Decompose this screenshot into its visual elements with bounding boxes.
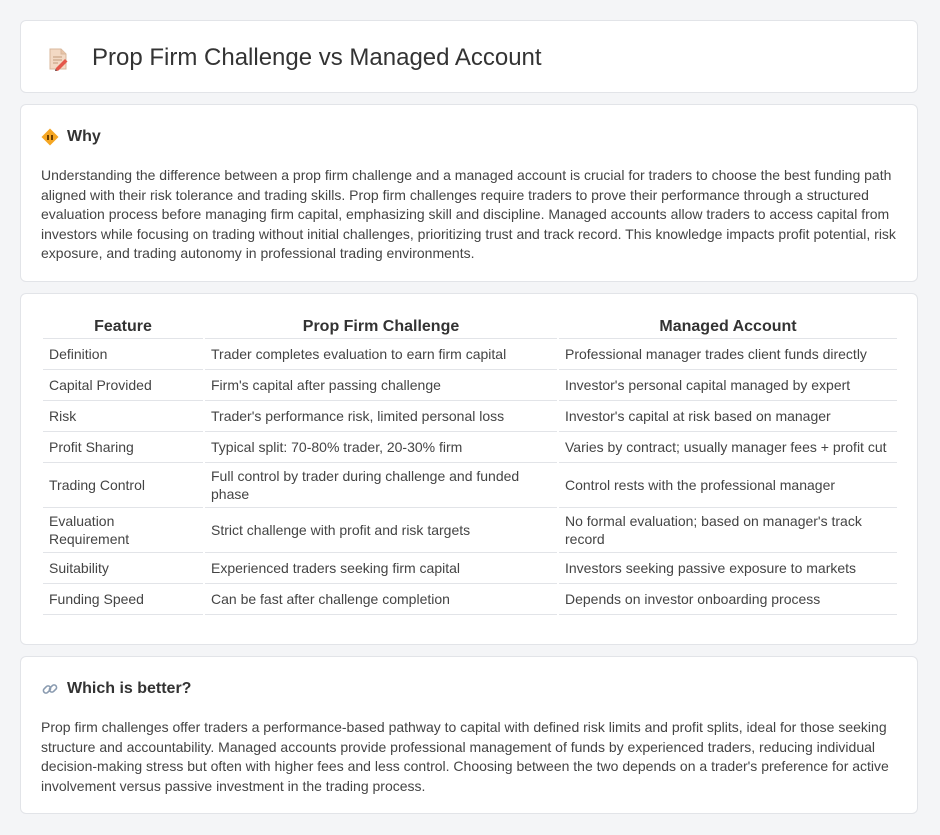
better-heading (41, 680, 191, 698)
table-cell: Varies by contract; usually manager fees + profit cut (559, 432, 897, 463)
table-row (43, 463, 897, 508)
table-cell: Suitability (43, 553, 203, 584)
link-icon (41, 680, 59, 698)
table-cell: Trading Control (43, 463, 203, 508)
table-cell: Depends on investor onboarding process (559, 584, 897, 615)
table-cell: Can be fast after challenge completion (205, 584, 557, 615)
table-cell: Investors seeking passive exposure to markets (559, 553, 897, 584)
why-heading (41, 128, 101, 146)
table-cell: Professional manager trades client funds directly (559, 339, 897, 370)
table-cell: Firm's capital after passing challenge (205, 370, 557, 401)
why-section (20, 104, 918, 282)
table-cell: Capital Provided (43, 370, 203, 401)
table-row (43, 584, 897, 615)
table-row (43, 339, 897, 370)
which-is-better-section (20, 656, 918, 814)
column-header: Feature (43, 316, 203, 339)
table-cell: Evaluation Requirement (43, 508, 203, 553)
table-row (43, 370, 897, 401)
table-cell: Trader's performance risk, limited personal loss (205, 401, 557, 432)
table-cell: Experienced traders seeking firm capital (205, 553, 557, 584)
table-cell: Investor's capital at risk based on manager (559, 401, 897, 432)
column-header: Prop Firm Challenge (205, 316, 557, 339)
page-title: Prop Firm Challenge vs Managed Account (92, 44, 542, 71)
table-row (43, 401, 897, 432)
comparison-section (20, 293, 918, 645)
table-cell: Profit Sharing (43, 432, 203, 463)
why-heading-label: Why (67, 128, 101, 145)
table-row (43, 508, 897, 553)
table-header-row (43, 316, 897, 339)
table-cell: No formal evaluation; based on manager's track record (559, 508, 897, 553)
table-cell: Investor's personal capital managed by expert (559, 370, 897, 401)
table-row (43, 553, 897, 584)
table-cell: Typical split: 70-80% trader, 20-30% firm (205, 432, 557, 463)
column-header: Managed Account (559, 316, 897, 339)
table-cell: Risk (43, 401, 203, 432)
table-cell: Funding Speed (43, 584, 203, 615)
comparison-table (41, 316, 899, 615)
table-cell: Strict challenge with profit and risk targets (205, 508, 557, 553)
why-text: Understanding the difference between a prop firm challenge and a managed account is crucial for traders to choose the best funding path aligned with their risk tolerance and trading skills. Prop firm challenges require traders to prove their performance through a structured evaluation process before managing firm capital, emphasizing skill and discipline. Managed accounts allow traders to access capital from investors while focusing on trading without initial challenges, prioritizing trust and track record. This knowledge impacts profit potential, risk exposure, and trading autonomy in professional trading environments. (41, 167, 896, 262)
diamond-sign-icon (41, 128, 59, 146)
table-row (43, 432, 897, 463)
better-heading-label: Which is better? (67, 680, 192, 697)
document-pencil-icon (47, 47, 69, 71)
table-cell: Control rests with the professional manager (559, 463, 897, 508)
better-text: Prop firm challenges offer traders a performance-based pathway to capital with defined risk limits and profit splits, ideal for those seeking structure and accountability. Managed accounts provide professional management of funds by experienced traders, reducing individual decision-making stress but often with higher fees and less control. Choosing between the two depends on a trader's preference for active involvement versus passive investment in the trading process. (41, 719, 889, 794)
table-cell: Definition (43, 339, 203, 370)
table-cell: Trader completes evaluation to earn firm capital (205, 339, 557, 370)
header-card (20, 20, 918, 93)
table-cell: Full control by trader during challenge and funded phase (205, 463, 557, 508)
